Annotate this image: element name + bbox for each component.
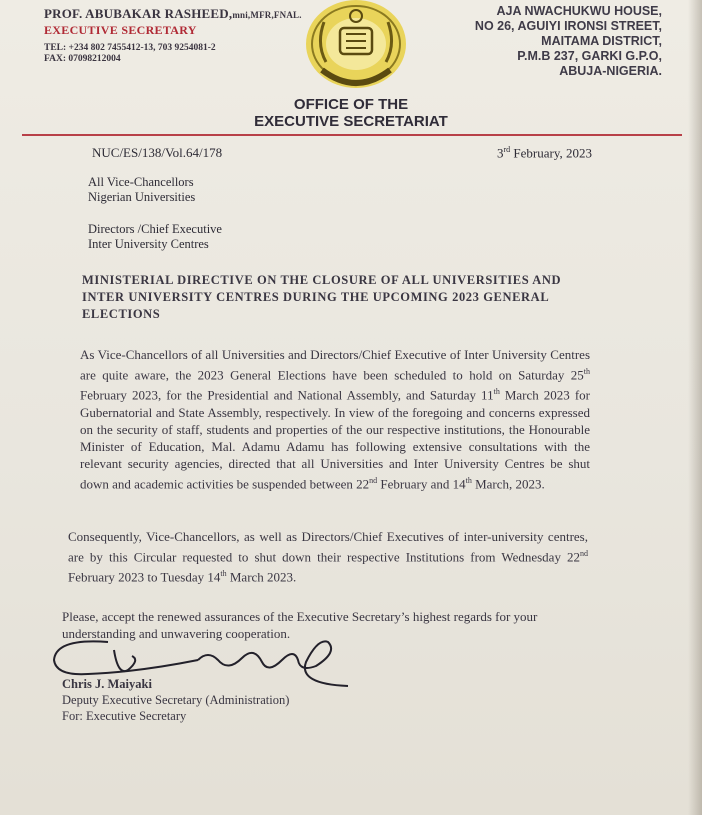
recipient-line: All Vice-Chancellors bbox=[88, 175, 194, 189]
closing-paragraph: Please, accept the renewed assurances of the Executive Secretary’s highest regards for your understanding and unwavering cooperation. bbox=[62, 609, 538, 641]
recipient-line: Directors /Chief Executive bbox=[88, 222, 222, 236]
signatory-block bbox=[62, 676, 289, 724]
letter-date: 3rd February, 2023 bbox=[496, 145, 592, 161]
letterhead-address bbox=[475, 4, 662, 79]
paragraph-1: As Vice-Chancellors of all Universities and Directors/Chief Executive of Inter University Centres are quite aware, the 2023 General Elections have been scheduled to hold on Saturday 25th February 2023, for the Presidential and National Assembly, and Saturday 11th March 2023 for Gubernatorial and State Assembly, respectively. In view of the foregoing and concerns expressed on the security of staff, students and properties of the our respective institutions, the Honourable Minister of Education, Mal. Adamu Adamu has following extensive consultations with the relevant security agencies, directed that all Universities and Inter University Centres be shut down and academic activities be suspended between 22nd February and 14th March, 2023. bbox=[80, 347, 590, 491]
recipient-vice-chancellors bbox=[88, 175, 195, 205]
recipient-line: Nigerian Universities bbox=[88, 190, 196, 204]
signatory-for: For: Executive Secretary bbox=[62, 709, 187, 723]
address-line: P.M.B 237, GARKI G.P.O, bbox=[517, 49, 662, 63]
telephone-line: TEL: +234 802 7455412-13, 703 9254081-2 bbox=[44, 43, 216, 53]
recipient-line: Inter University Centres bbox=[88, 237, 209, 251]
recipient-directors bbox=[88, 222, 222, 252]
executive-secretary-name: PROF. ABUBAKAR RASHEED,mni,MFR,FNAL. bbox=[44, 6, 302, 21]
address-line: NO 26, AGUIYI IRONSI STREET, bbox=[474, 19, 662, 33]
address-line: MAITAMA DISTRICT, bbox=[541, 34, 662, 48]
address-line: ABUJA-NIGERIA. bbox=[559, 64, 662, 78]
office-heading bbox=[0, 96, 702, 130]
office-heading-line2: EXECUTIVE SECRETARIAT bbox=[254, 113, 448, 130]
executive-secretary-role: EXECUTIVE SECRETARY bbox=[44, 23, 197, 37]
address-line: AJA NWACHUKWU HOUSE, bbox=[496, 4, 662, 18]
letterhead-left bbox=[44, 6, 302, 64]
nuc-crest-seal bbox=[302, 0, 410, 92]
signatory-name: Chris J. Maiyaki bbox=[62, 677, 152, 691]
signatory-title: Deputy Executive Secretary (Administration) bbox=[62, 693, 290, 707]
paragraph-2: Consequently, Vice-Chancellors, as well as Directors/Chief Executives of inter-university centres, are by this Circular requested to shut down their respective Institutions from Wednesday 22nd February 2023 to Tuesday 14th March 2023. bbox=[68, 529, 588, 585]
reference-number: NUC/ES/138/Vol.64/178 bbox=[92, 145, 223, 160]
letterhead-divider bbox=[22, 134, 682, 136]
office-heading-line1: OFFICE OF THE bbox=[293, 96, 409, 113]
letter-subject: MINISTERIAL DIRECTIVE ON THE CLOSURE OF ALL UNIVERSITIES AND INTER UNIVERSITY CENTRES DURING THE UPCOMING 2023 GENERAL ELECTIONS bbox=[82, 273, 562, 321]
fax-line: FAX: 07098212004 bbox=[44, 54, 121, 64]
